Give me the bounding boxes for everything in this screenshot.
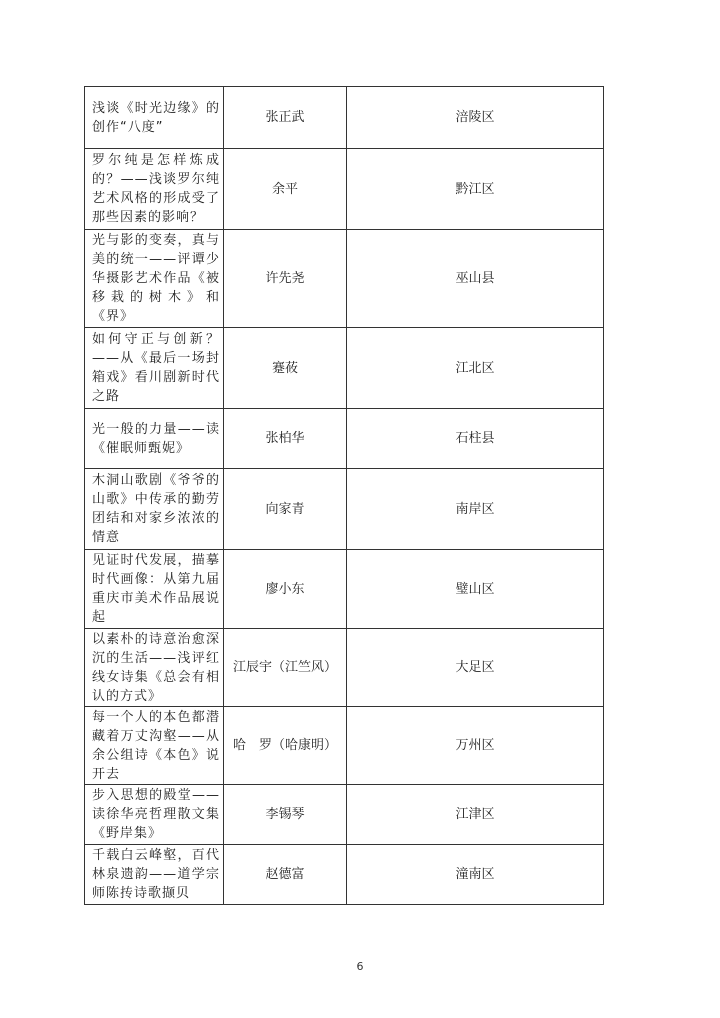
table-row — [85, 230, 604, 328]
table-row — [85, 149, 604, 230]
district-name: 璧山区 — [347, 550, 604, 629]
table-row — [85, 550, 604, 629]
table-row — [85, 845, 604, 905]
author-name: 江辰宇（江竺风） — [224, 629, 347, 707]
work-title: 见证时代发展，描摹时代画像：从第九届重庆市美术作品展说起 — [85, 550, 224, 629]
page-number: 6 — [356, 960, 364, 973]
table-row — [85, 328, 604, 409]
district-name: 南岸区 — [347, 469, 604, 550]
author-name: 蹇莜 — [224, 328, 347, 409]
table-row — [85, 785, 604, 845]
table-row — [85, 87, 604, 149]
work-title: 光一般的力量——读《催眠师甄妮》 — [85, 409, 224, 469]
district-name: 潼南区 — [347, 845, 604, 905]
district-name: 万州区 — [347, 707, 604, 785]
district-name: 黔江区 — [347, 149, 604, 230]
work-title: 步入思想的殿堂——读徐华亮哲理散文集《野岸集》 — [85, 785, 224, 845]
author-name: 许先尧 — [224, 230, 347, 328]
works-table — [84, 86, 604, 905]
district-name: 涪陵区 — [347, 87, 604, 149]
work-title: 浅谈《时光边缘》的创作“八度” — [85, 87, 224, 149]
district-name: 江北区 — [347, 328, 604, 409]
work-title: 每一个人的本色都潜藏着万丈沟壑——从余公组诗《本色》说开去 — [85, 707, 224, 785]
author-name: 向家青 — [224, 469, 347, 550]
district-name: 大足区 — [347, 629, 604, 707]
table-row — [85, 469, 604, 550]
author-name: 张正武 — [224, 87, 347, 149]
author-name: 李锡琴 — [224, 785, 347, 845]
author-name: 赵德富 — [224, 845, 347, 905]
district-name: 江津区 — [347, 785, 604, 845]
table-row — [85, 707, 604, 785]
work-title: 木洞山歌剧《爷爷的山歌》中传承的勤劳团结和对家乡浓浓的情意 — [85, 469, 224, 550]
author-name: 余平 — [224, 149, 347, 230]
author-name: 哈 罗（哈康明） — [224, 707, 347, 785]
district-name: 巫山县 — [347, 230, 604, 328]
work-title: 以素朴的诗意治愈深沉的生活——浅评红线女诗集《总会有相认的方式》 — [85, 629, 224, 707]
author-name: 廖小东 — [224, 550, 347, 629]
author-name: 张柏华 — [224, 409, 347, 469]
work-title: 光与影的变奏，真与美的统一——评谭少华摄影艺术作品《被移栽的树木》和《界》 — [85, 230, 224, 328]
table-row — [85, 629, 604, 707]
work-title: 罗尔纯是怎样炼成的？——浅谈罗尔纯艺术风格的形成受了那些因素的影响？ — [85, 149, 224, 230]
work-title: 千载白云峰壑，百代林泉遗韵——道学宗师陈抟诗歌撷贝 — [85, 845, 224, 905]
work-title: 如何守正与创新？——从《最后一场封箱戏》看川剧新时代之路 — [85, 328, 224, 409]
district-name: 石柱县 — [347, 409, 604, 469]
table-row — [85, 409, 604, 469]
